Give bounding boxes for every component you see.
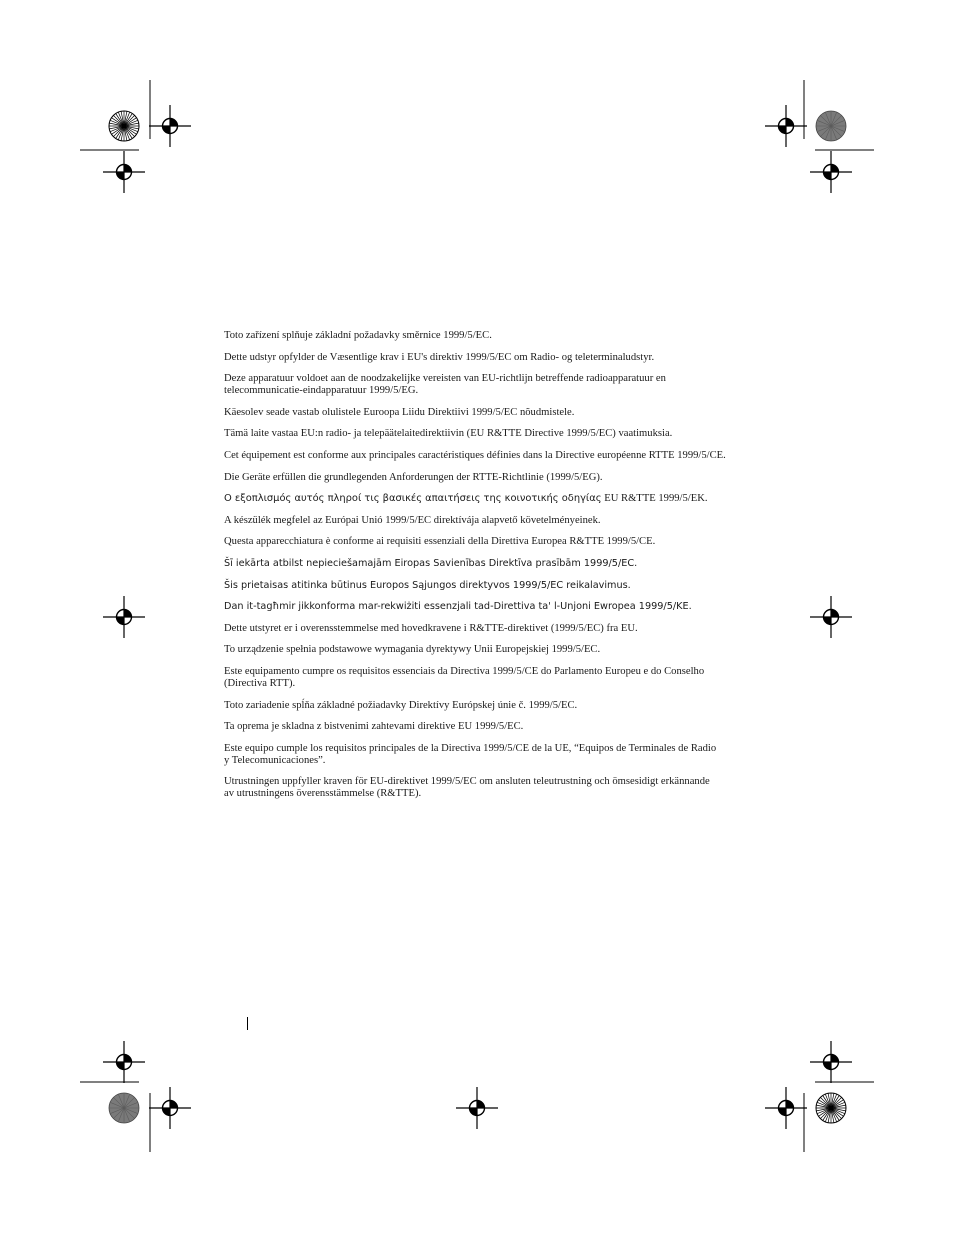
declaration-pt (224, 666, 744, 690)
text-line: telecommunicatie-eindapparatuur 1999/5/EG. (224, 385, 419, 397)
registration-crosshair-icon (149, 1087, 191, 1129)
declaration-et (224, 407, 744, 419)
text-line: Cet équipement est conforme aux principales caractéristiques définies dans la Directive européenne RTTE 1999/5/CE. (224, 449, 726, 461)
registration-crosshair-icon (765, 105, 807, 147)
gray-density-disc-icon (816, 111, 846, 141)
text-line: av utrustningens överensstämmelse (R&TTE). (224, 788, 422, 800)
registration-crosshair-icon (810, 151, 852, 193)
declaration-it (224, 536, 744, 548)
declaration-cs (224, 330, 744, 342)
declaration-pl (224, 644, 744, 656)
registration-crosshair-icon (456, 1087, 498, 1129)
text-line: Tämä laite vastaa EU:n radio- ja telepäätelaitedirektiivin (EU R&TTE Directive 1999/5/EC) vaatimuksia. (224, 428, 673, 440)
text-line: Dette udstyr opfylder de Væsentlige krav i EU's direktiv 1999/5/EC om Radio- og teleterminaludstyr. (224, 351, 655, 363)
text-line: A készülék megfelel az Európai Unió 1999/5/EC direktívája alapvető követelményeinek. (224, 514, 601, 526)
declaration-list (224, 330, 744, 810)
declaration-fr (224, 450, 744, 462)
starburst-target-icon (816, 1093, 846, 1123)
declaration-lt (224, 580, 744, 592)
declaration-de (224, 472, 744, 484)
declaration-sl (224, 721, 744, 733)
registration-crosshair-icon (810, 1041, 852, 1083)
registration-crosshair-icon (103, 1041, 145, 1083)
registration-crosshair-icon (810, 596, 852, 638)
starburst-target-icon (109, 111, 139, 141)
text-line: Dette utstyret er i overensstemmelse med hovedkravene i R&TTE-direktivet (1999/5/EC) fra EU. (224, 622, 638, 634)
declaration-el (224, 493, 744, 505)
declaration-es (224, 743, 744, 767)
text-line: Ta oprema je skladna z bistvenimi zahtevami direktive EU 1999/5/EC. (224, 721, 524, 733)
declaration-lv (224, 558, 744, 570)
declaration-sk (224, 700, 744, 712)
declaration-mt (224, 601, 744, 613)
text-line: Este equipamento cumpre os requisitos essenciais da Directiva 1999/5/CE do Parlamento Europeu e do Conselho (224, 665, 705, 677)
declaration-da (224, 352, 744, 364)
text-line: Šī iekārta atbilst nepieciešamajām Eiropas Savienības Direktīva prasībām 1999/5/EC. (224, 557, 638, 569)
declaration-hu (224, 515, 744, 527)
text-line: Este equipo cumple los requisitos principales de la Directiva 1999/5/CE de la UE, “Equipos de Terminales de Radio (224, 742, 717, 754)
text-line: Šis prietaisas atitinka būtinus Europos Sąjungos direktyvos 1999/5/EC reikalavimus. (224, 579, 631, 591)
registration-crosshair-icon (103, 596, 145, 638)
text-line (224, 493, 744, 505)
text-line: Die Geräte erfüllen die grundlegenden Anforderungen der RTTE-Richtlinie (1999/5/EG). (224, 471, 603, 483)
declaration-sv (224, 776, 744, 800)
greek-text: Ο εξοπλισμός αυτός πληροί τις βασικές απαιτήσεις της κοινοτικής οδηγίας (224, 493, 602, 505)
gray-density-disc-icon (109, 1093, 139, 1123)
text-line: Toto zariadenie spĺňa základné požiadavky Direktívy Európskej únie č. 1999/5/EC. (224, 699, 578, 711)
text-line: (Directiva RTT). (224, 677, 296, 689)
registration-crosshair-icon (149, 105, 191, 147)
registration-crosshair-icon (765, 1087, 807, 1129)
text-line: Utrustningen uppfyller kraven för EU-direktivet 1999/5/EC om ansluten teleutrustning och ömsesidigt erkännande (224, 776, 710, 788)
text-line: To urządzenie spełnia podstawowe wymagania dyrektywy Unii Europejskiej 1999/5/EC. (224, 644, 601, 656)
text-line: y Telecomunicaciones”. (224, 754, 326, 766)
declaration-fi (224, 428, 744, 440)
text-line: Käesolev seade vastab olulistele Euroopa Liidu Direktiivi 1999/5/EC nõudmistele. (224, 406, 575, 418)
declaration-no (224, 623, 744, 635)
declaration-nl (224, 373, 744, 397)
text-line: Dan it-tagħmir jikkonforma mar-rekwiżiti essenzjali tad-Direttiva ta' l-Unjoni Ewropea 1999/5/KE. (224, 601, 692, 613)
latin-text: EU R&TTE 1999/5/EK. (601, 493, 708, 505)
text-line: Deze apparatuur voldoet aan de noodzakelijke vereisten van EU-richtlijn betreffende radioapparatuur en (224, 373, 666, 385)
text-line: Toto zařízení splňuje základní požadavky směrnice 1999/5/EC. (224, 330, 492, 341)
page-number-rule (247, 1017, 248, 1030)
registration-crosshair-icon (103, 151, 145, 193)
text-line: Questa apparecchiatura è conforme ai requisiti essenziali della Direttiva Europea R&TTE 1999/5/CE. (224, 536, 656, 548)
